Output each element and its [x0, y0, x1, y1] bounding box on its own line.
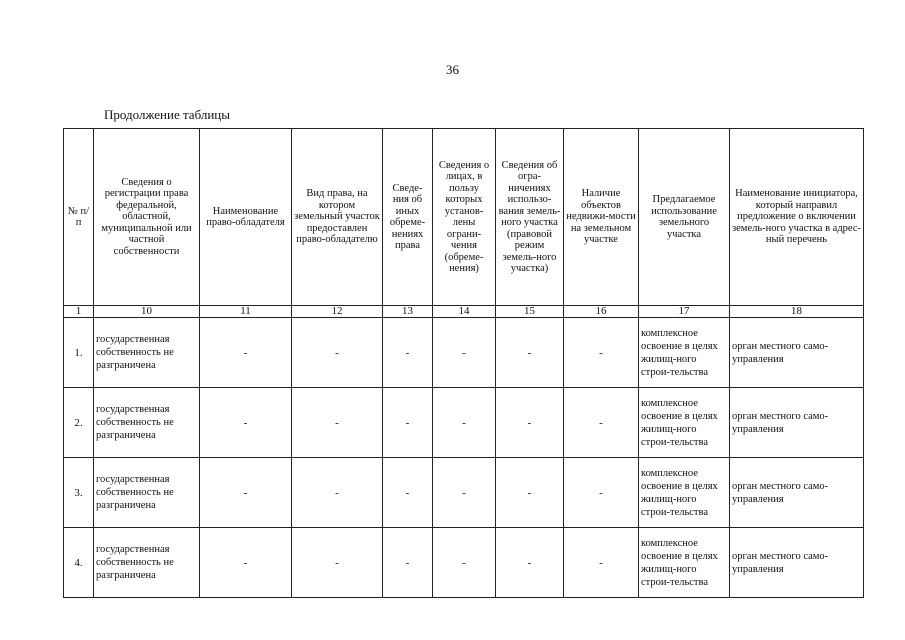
- holder-cell: -: [200, 528, 292, 598]
- page-number: 36: [446, 62, 459, 77]
- objects-cell: -: [564, 318, 639, 388]
- initiator-cell: орган местного само-управления: [730, 458, 864, 528]
- col-header: Сведения о регистрации права федеральной, областной, муниципальной или частной собственности: [94, 129, 200, 306]
- persons-cell: -: [433, 528, 496, 598]
- persons-cell: -: [433, 388, 496, 458]
- column-number: 15: [496, 306, 564, 318]
- table-row: [64, 528, 864, 598]
- right-cell: -: [292, 388, 383, 458]
- right-cell: -: [292, 528, 383, 598]
- objects-cell: -: [564, 388, 639, 458]
- registration-cell: государственная собственность не разграничена: [94, 458, 200, 528]
- persons-cell: -: [433, 318, 496, 388]
- column-number: 14: [433, 306, 496, 318]
- col-header: Наличие объектов недвижи-мости на земельном участке: [564, 129, 639, 306]
- column-number: 11: [200, 306, 292, 318]
- table-row: [64, 318, 864, 388]
- right-cell: -: [292, 458, 383, 528]
- table-caption: Продолжение таблицы: [104, 107, 230, 122]
- col-header: № п/п: [64, 129, 94, 306]
- registration-cell: государственная собственность не разграничена: [94, 388, 200, 458]
- table-row: [64, 458, 864, 528]
- objects-cell: -: [564, 528, 639, 598]
- use-cell: комплексное освоение в целях жилищ-ного строи-тельства: [639, 528, 730, 598]
- column-number: 1: [64, 306, 94, 318]
- column-number-row: [64, 306, 864, 318]
- column-number: 18: [730, 306, 864, 318]
- encumbrances-cell: -: [383, 388, 433, 458]
- encumbrances-cell: -: [383, 528, 433, 598]
- restrictions-cell: -: [496, 388, 564, 458]
- col-header: Сведе-ния об иных обреме-нениях права: [383, 129, 433, 306]
- col-header: Наименование инициатора, который направил предложение о включении земель-ного участка в адрес-ный перечень: [730, 129, 864, 306]
- restrictions-cell: -: [496, 458, 564, 528]
- use-cell: комплексное освоение в целях жилищ-ного строи-тельства: [639, 318, 730, 388]
- col-header: Сведения об огра-ничениях использо-вания земель-ного участка (правовой режим земель-ного участка): [496, 129, 564, 306]
- row-number: 4.: [64, 528, 94, 598]
- row-number: 1.: [64, 318, 94, 388]
- use-cell: комплексное освоение в целях жилищ-ного строи-тельства: [639, 388, 730, 458]
- encumbrances-cell: -: [383, 458, 433, 528]
- initiator-cell: орган местного само-управления: [730, 528, 864, 598]
- col-header: Вид права, на котором земельный участок предоставлен право-обладателю: [292, 129, 383, 306]
- column-number: 17: [639, 306, 730, 318]
- holder-cell: -: [200, 318, 292, 388]
- table-row: [64, 388, 864, 458]
- column-number: 12: [292, 306, 383, 318]
- col-header: Наименование право-обладателя: [200, 129, 292, 306]
- column-number: 10: [94, 306, 200, 318]
- land-plot-table: [63, 128, 864, 598]
- restrictions-cell: -: [496, 528, 564, 598]
- header-row: [64, 129, 864, 306]
- row-number: 3.: [64, 458, 94, 528]
- registration-cell: государственная собственность не разграничена: [94, 318, 200, 388]
- column-number: 13: [383, 306, 433, 318]
- objects-cell: -: [564, 458, 639, 528]
- col-header: Предлагаемое использование земельного участка: [639, 129, 730, 306]
- holder-cell: -: [200, 458, 292, 528]
- holder-cell: -: [200, 388, 292, 458]
- row-number: 2.: [64, 388, 94, 458]
- encumbrances-cell: -: [383, 318, 433, 388]
- use-cell: комплексное освоение в целях жилищ-ного строи-тельства: [639, 458, 730, 528]
- restrictions-cell: -: [496, 318, 564, 388]
- right-cell: -: [292, 318, 383, 388]
- persons-cell: -: [433, 458, 496, 528]
- col-header: Сведения о лицах, в пользу которых установ-лены ограни-чения (обреме-нения): [433, 129, 496, 306]
- initiator-cell: орган местного само-управления: [730, 318, 864, 388]
- column-number: 16: [564, 306, 639, 318]
- initiator-cell: орган местного само-управления: [730, 388, 864, 458]
- registration-cell: государственная собственность не разграничена: [94, 528, 200, 598]
